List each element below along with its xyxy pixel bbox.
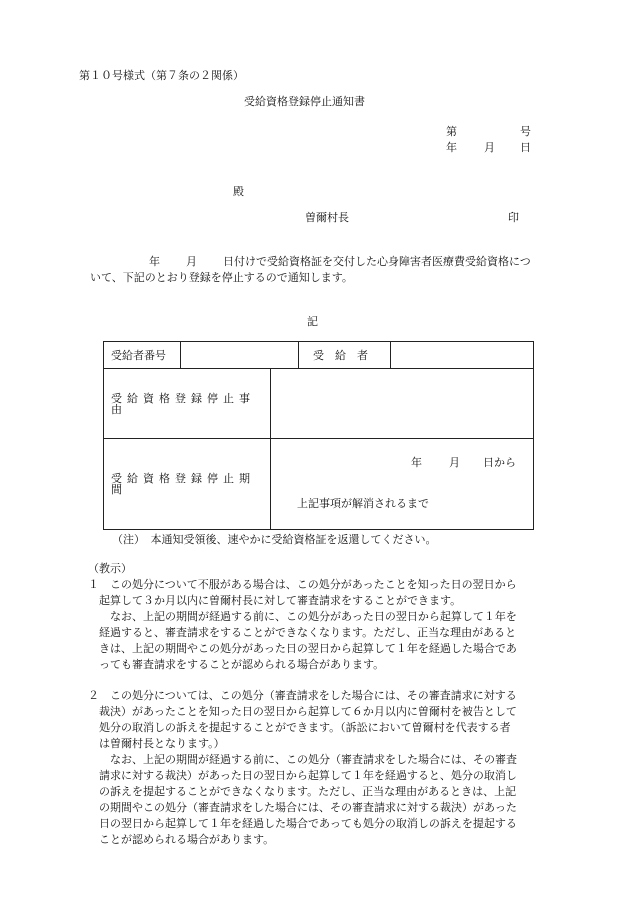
recipient-number-cell xyxy=(181,342,299,369)
item2-para2-line-6: ことが認められる場合があります。 xyxy=(99,833,275,846)
item1-line-2: 起算して３か月以内に曽爾村長に対して審査請求をすることができます。 xyxy=(99,594,462,607)
ki-heading: 記 xyxy=(307,315,318,328)
info-table xyxy=(103,341,534,530)
item2-line-3: 処分の取消しの訴えを提起することができます。（訴訟において曽爾村を代表する者 xyxy=(99,721,511,734)
stop-reason-label: 受給資格登録停止事由 xyxy=(104,369,271,439)
note: （注） 本通知受領後、速やかに受給資格証を返還してください。 xyxy=(112,533,437,546)
recipient-label: 受 給 者 xyxy=(299,342,391,369)
item1-para2-line-2: 経過すると、審査請求をすることができなくなります。ただし、正当な理由があると xyxy=(99,626,517,639)
item2-line-4: は曽爾村長となります。） xyxy=(99,737,225,750)
item2-para2-line-4: の期間やこの処分（審査請求をした場合には、その審査請求に対する裁決）があった xyxy=(99,801,517,814)
item2-para2-line-5: 日の翌日から起算して１年を経過した場合であっても処分の取消しの訴えを提起する xyxy=(99,817,517,830)
issuer-name: 曽爾村長 xyxy=(305,211,349,224)
item1-para2-line-1: なお、上記の期間が経過する前に、この処分があった日の翌日から起算して１年を xyxy=(110,610,517,623)
addressee-suffix: 殿 xyxy=(233,185,244,198)
item2-line-1: ２ この処分については、この処分（審査請求をした場合には、その審査請求に対する xyxy=(88,689,517,702)
period-from: 日から xyxy=(483,456,516,469)
recipient-cell xyxy=(391,342,534,369)
period-month: 月 xyxy=(449,456,460,469)
item2-line-2: 裁決）があったことを知った日の翌日から起算して６か月以内に曽爾村を被告として xyxy=(99,705,517,718)
recipient-number-label: 受給者番号 xyxy=(104,342,181,369)
stop-reason-cell xyxy=(271,369,534,439)
item2-para2-line-2: 請求に対する裁決）があった日の翌日から起算して１年を経過すると、処分の取消し xyxy=(99,769,517,782)
form-number: 第１０号様式（第７条の２関係） xyxy=(79,69,244,82)
intro-month: 月 xyxy=(186,255,197,268)
date-month: 月 xyxy=(484,141,495,154)
stop-period-label: 受給資格登録停止期間 xyxy=(104,439,271,530)
doc-number-go: 号 xyxy=(520,125,531,138)
item2-para2-line-1: なお、上記の期間が経過する前に、この処分（審査請求をした場合には、その審査 xyxy=(110,753,517,766)
document-title: 受給資格登録停止通知書 xyxy=(244,95,365,108)
period-until: 上記事項が解消されるまで xyxy=(297,497,429,510)
seal-mark: 印 xyxy=(508,211,519,224)
intro-line-1: 日付けで受給資格証を交付した心身障害者医療費受給資格につ xyxy=(223,255,531,268)
period-year: 年 xyxy=(411,456,422,469)
item1-para2-line-4: っても審査請求をすることが認められる場合があります。 xyxy=(99,658,385,671)
date-day: 日 xyxy=(520,141,531,154)
item1-line-1: １ この処分について不服がある場合は、この処分があったことを知った日の翌日から xyxy=(88,578,517,591)
stop-period-cell xyxy=(271,439,534,530)
intro-year: 年 xyxy=(149,255,160,268)
intro-line-2: いて、下記のとおり登録を停止するので通知します。 xyxy=(90,271,353,284)
item1-para2-line-3: きは、上記の期間やこの処分があった日の翌日から起算して１年を経過した場合であ xyxy=(99,642,517,655)
instructions-heading: （教示） xyxy=(88,562,132,575)
doc-number-dai: 第 xyxy=(446,125,457,138)
item2-para2-line-3: の訴えを提起することができなくなります。ただし、正当な理由があるときは、上記 xyxy=(99,785,517,798)
date-year: 年 xyxy=(446,141,457,154)
